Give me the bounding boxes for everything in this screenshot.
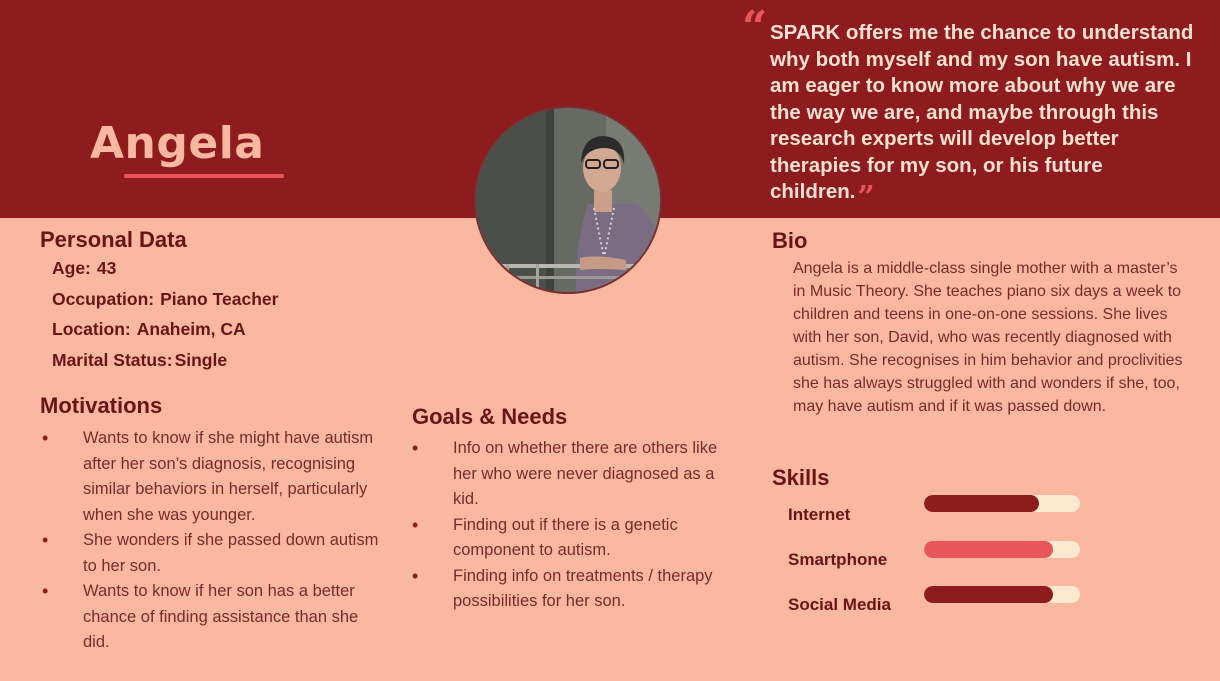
skill-bar-fill	[924, 495, 1039, 512]
field-label: Location:	[52, 319, 131, 339]
name-underline	[124, 174, 284, 178]
list-item: • Wants to know if her son has a better chance of finding assistance than she did.	[42, 579, 387, 656]
goals-list	[412, 436, 742, 615]
list-item: • Info on whether there are others like her who were never diagnosed as a kid.	[412, 436, 742, 513]
skill-label: Internet	[788, 505, 851, 524]
goals-heading: Goals & Needs	[412, 404, 568, 429]
motivations-list	[42, 426, 387, 656]
list-item: • She wonders if she passed down autism to her son.	[42, 528, 387, 579]
skills-heading: Skills	[772, 465, 830, 490]
open-quote-icon: “	[742, 2, 768, 53]
field-occupation	[52, 289, 278, 310]
personal-data-heading: Personal Data	[40, 227, 187, 252]
field-value: 43	[96, 258, 117, 278]
field-label: Marital Status:	[52, 350, 173, 370]
skill-label: Smartphone	[788, 550, 888, 569]
close-quote-icon: ”	[857, 180, 875, 215]
field-value: Piano Teacher	[160, 289, 279, 309]
skill-bar-smartphone	[924, 541, 1080, 558]
motivations-heading: Motivations	[40, 393, 163, 418]
field-location	[52, 319, 246, 340]
skill-label: Social Media	[788, 595, 891, 614]
list-item: • Finding info on treatments / therapy possibilities for her son.	[412, 564, 742, 615]
skill-bar-fill	[924, 586, 1053, 603]
skill-bar-fill	[924, 541, 1053, 558]
field-marital-status	[52, 350, 227, 371]
persona-quote	[770, 20, 1200, 213]
persona-photo	[476, 108, 660, 292]
persona-name: Angela	[90, 118, 265, 169]
field-value: Single	[174, 350, 228, 370]
portrait-illustration	[476, 108, 660, 292]
skill-bar-social-media	[924, 586, 1080, 603]
field-value: Anaheim, CA	[136, 319, 246, 339]
quote-text: SPARK offers me the chance to understand why both myself and my son have autism. I am eager to know more about why we are the way we are, and maybe through this research experts will develop better therapies for my son, or his future children.	[770, 21, 1194, 203]
field-label: Age:	[52, 258, 91, 278]
bio-text: Angela is a middle-class single mother with a master’s in Music Theory. She teaches piano six days a week to children and teens in one-on-one sessions. She lives with her son, David, who was recently diagnosed with autism. She recognises in him behavior and proclivities she has always struggled with and wonders if she, too, may have autism and if it was passed down.	[793, 260, 1183, 415]
field-age	[52, 258, 116, 279]
field-label: Occupation:	[52, 289, 155, 309]
list-item: • Wants to know if she might have autism after her son’s diagnosis, recognising similar behaviors in herself, particularly when she was younger.	[42, 426, 387, 528]
bio-heading: Bio	[772, 228, 808, 253]
list-item: • Finding out if there is a genetic component to autism.	[412, 513, 742, 564]
skill-bar-internet	[924, 495, 1080, 512]
